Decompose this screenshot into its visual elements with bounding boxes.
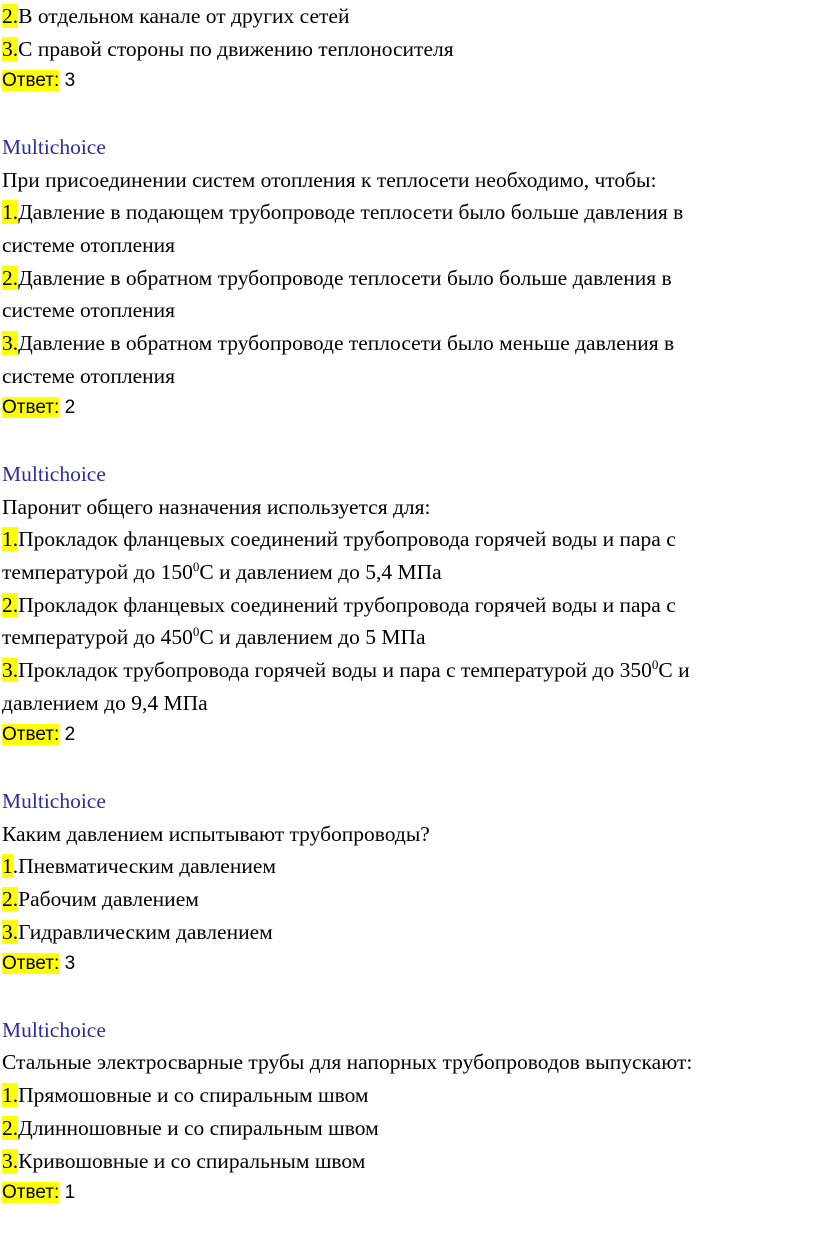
answer-label: Ответ: <box>2 724 60 746</box>
option-text: Прокладок фланцевых соединений трубопровода горячей воды и пара с <box>18 527 676 552</box>
option-text-continued <box>2 621 814 654</box>
option-line <box>2 0 814 33</box>
option-line <box>2 1112 814 1145</box>
option-text: Кривошовные и со спиральным швом <box>18 1148 366 1173</box>
spacer <box>2 752 814 785</box>
spacer <box>2 425 814 458</box>
question-type: Multichoice <box>2 461 106 486</box>
option-text: Прокладок фланцевых соединений трубопровода горячей воды и пара с <box>18 592 676 617</box>
option-text: Рабочим давлением <box>18 886 199 911</box>
option-text-part: Прокладок трубопровода горячей воды и пара с температурой до 350 <box>18 658 652 683</box>
option-number: 3. <box>2 1148 19 1173</box>
option-number: 1 <box>2 854 13 879</box>
answer-line <box>2 392 814 425</box>
answer-line <box>2 719 814 752</box>
option-line <box>2 654 814 687</box>
answer-value: 2 <box>64 724 76 746</box>
option-text: Давление в подающем трубопроводе теплосети было больше давления в <box>18 200 684 225</box>
option-number: 2. <box>2 886 19 911</box>
answer-label: Ответ: <box>2 70 60 92</box>
option-line <box>2 916 814 949</box>
superscript: 0 <box>651 656 659 672</box>
option-text-continued: системе отопления <box>2 298 176 323</box>
option-number: 1. <box>2 200 19 225</box>
option-text: Гидравлическим давлением <box>18 919 273 944</box>
question-text: Каким давлением испытывают трубопроводы? <box>2 821 430 846</box>
option-text: С правой стороны по движению теплоносителя <box>18 36 454 61</box>
option-text: Давление в обратном трубопроводе теплосети было меньше давления в <box>18 331 675 356</box>
option-text: Давление в обратном трубопроводе теплосети было больше давления в <box>18 265 672 290</box>
question-text: Паронит общего назначения используется для: <box>2 494 431 519</box>
option-text-part: С и <box>658 658 690 683</box>
answer-value: 3 <box>64 70 76 92</box>
option-number: 2. <box>2 4 19 28</box>
option-number: 2. <box>2 265 19 290</box>
question-type: Multichoice <box>2 134 106 159</box>
option-line <box>2 1079 814 1112</box>
option-line <box>2 262 814 295</box>
answer-line <box>2 948 814 981</box>
option-text: Прямошовные и со спиральным швом <box>18 1083 369 1108</box>
option-text-part: С и давлением до 5 МПа <box>199 625 426 650</box>
option-number: 3. <box>2 919 19 944</box>
option-number: 3. <box>2 331 19 356</box>
option-text-part: С и давлением до 5,4 МПа <box>199 559 442 584</box>
option-number: 3. <box>2 658 19 683</box>
option-line <box>2 33 814 66</box>
option-text-continued: системе отопления <box>2 363 176 388</box>
option-number: 2. <box>2 592 19 617</box>
spacer <box>2 981 814 1014</box>
option-number: 2. <box>2 1115 19 1140</box>
option-number: 1. <box>2 1083 19 1108</box>
option-line <box>2 327 814 360</box>
answer-label: Ответ: <box>2 1182 60 1204</box>
superscript: 0 <box>192 558 200 574</box>
option-line <box>2 523 814 556</box>
option-line <box>2 1145 814 1178</box>
question-type: Multichoice <box>2 1017 106 1042</box>
option-number: 3. <box>2 36 19 61</box>
option-line <box>2 196 814 229</box>
option-text-continued <box>2 556 814 589</box>
answer-label: Ответ: <box>2 953 60 975</box>
superscript: 0 <box>192 624 200 640</box>
question-text: При присоединении систем отопления к теплосети необходимо, чтобы: <box>2 167 657 192</box>
option-text-continued: системе отопления <box>2 232 176 257</box>
option-number: 1. <box>2 527 19 552</box>
option-line <box>2 850 814 883</box>
option-text-continued: давлением до 9,4 МПа <box>2 690 208 715</box>
question-type: Multichoice <box>2 788 106 813</box>
answer-line <box>2 65 814 98</box>
option-text: В отдельном канале от других сетей <box>18 4 350 28</box>
answer-value: 3 <box>64 953 76 975</box>
answer-label: Ответ: <box>2 397 60 419</box>
option-text-part: температурой до 150 <box>2 559 193 584</box>
question-text: Стальные электросварные трубы для напорных трубопроводов выпускают: <box>2 1050 693 1075</box>
option-text-part: температурой до 450 <box>2 625 193 650</box>
answer-value: 2 <box>64 397 76 419</box>
option-text: .Пневматическим давлением <box>12 854 276 879</box>
answer-value: 1 <box>64 1182 76 1204</box>
answer-line <box>2 1177 814 1210</box>
option-text: Длинношовные и со спиральным швом <box>18 1115 379 1140</box>
option-line <box>2 589 814 622</box>
option-line <box>2 883 814 916</box>
spacer <box>2 98 814 131</box>
